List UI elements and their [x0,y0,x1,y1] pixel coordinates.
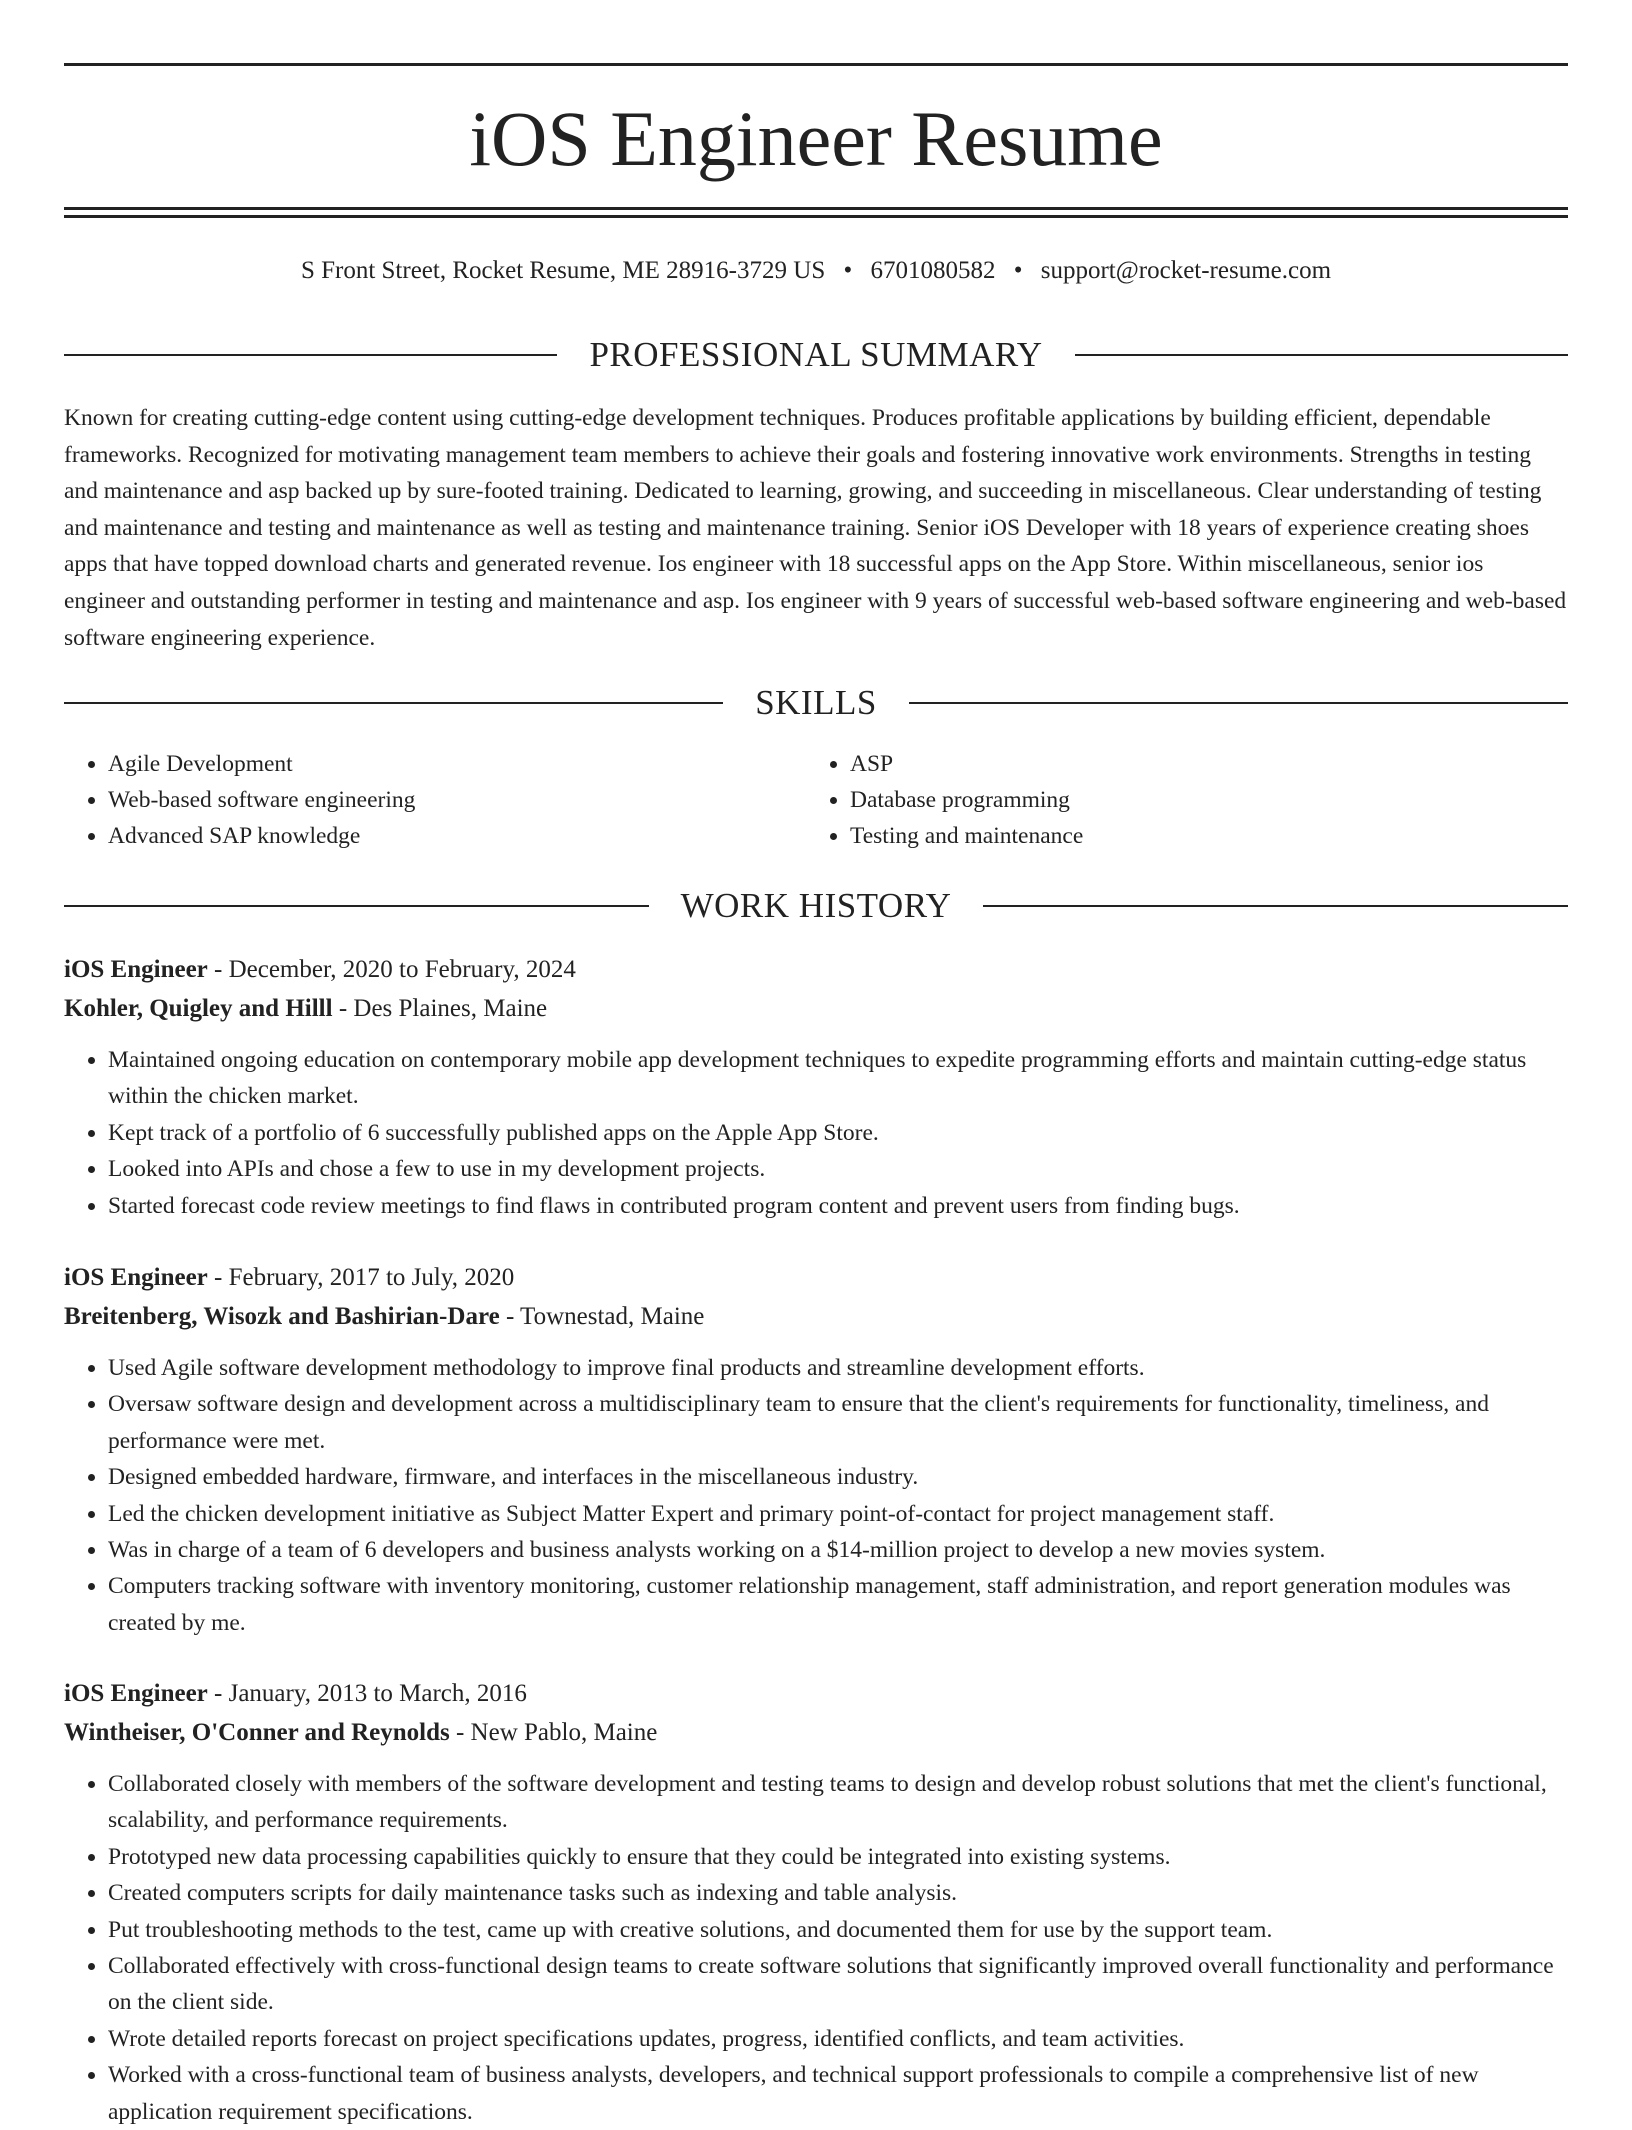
heading-rule [983,905,1568,907]
job-bullet: • Looked into APIs and chose a few to use in my development projects. [108,1151,1568,1187]
skills-list [64,746,1568,854]
job-title-line [64,1674,1568,1713]
skills-heading-label: SKILLS [755,683,877,722]
skills-column-right [806,746,1548,854]
job-company: Breitenberg, Wisozk and Bashirian-Dare [64,1303,500,1330]
skill-item: • Web-based software engineering [108,782,806,818]
job-company: Kohler, Quigley and Hilll [64,995,333,1022]
skill-item: • Testing and maintenance [850,818,1548,854]
job-title: iOS Engineer [64,1680,208,1707]
page-title: iOS Engineer Resume [469,95,1163,182]
job-title-line [64,950,1568,989]
skill-item: • Database programming [850,782,1548,818]
job-bullet: • Kept track of a portfolio of 6 successfully published apps on the Apple App Store. [108,1115,1568,1151]
job-bullet: • Led the chicken development initiative as Subject Matter Expert and primary point-of-contact for project management staff. [108,1496,1568,1532]
job-location: - Des Plaines, Maine [332,995,548,1022]
skill-item: • Agile Development [108,746,806,782]
job-dates: - December, 2020 to February, 2024 [207,956,576,983]
summary-heading-label: PROFESSIONAL SUMMARY [589,335,1043,374]
job-company-line [64,1713,1568,1752]
job-bullet: • Used Agile software development methodology to improve final products and streamline development efforts. [108,1350,1568,1386]
job-bullet: • Worked with a cross-functional team of business analysts, developers, and technical support professionals to compile a comprehensive list of new application requirement specifications. [108,2057,1568,2130]
job-dates: - January, 2013 to March, 2016 [207,1680,527,1707]
top-rule [64,63,1568,66]
heading-rule [64,905,649,907]
heading-rule [909,702,1568,704]
job-title: iOS Engineer [64,956,208,983]
heading-rule [64,702,723,704]
work-heading-label: WORK HISTORY [680,886,952,925]
job-bullet: • Wrote detailed reports forecast on project specifications updates, progress, identified conflicts, and team activities. [108,2021,1568,2057]
skills-heading [64,681,1568,725]
job-bullet: • Created computers scripts for daily maintenance tasks such as indexing and table analysis. [108,1875,1568,1911]
job-bullet: • Prototyped new data processing capabilities quickly to ensure that they could be integrated into existing systems. [108,1839,1568,1875]
job-bullet: • Designed embedded hardware, firmware, and interfaces in the miscellaneous industry. [108,1459,1568,1495]
skill-item: • ASP [850,746,1548,782]
job-company-line [64,989,1568,1028]
contact-separator: • [1013,257,1023,284]
job-bullet: • Put troubleshooting methods to the test, came up with creative solutions, and documented them for use by the support team. [108,1912,1568,1948]
job-title: iOS Engineer [64,1264,208,1291]
job-bullet: • Collaborated closely with members of the software development and testing teams to design and develop robust solutions that met the client's functional, scalability, and performance requirements. [108,1766,1568,1839]
skill-item: • Advanced SAP knowledge [108,818,806,854]
job-entry [64,1258,1568,1641]
job-bullets [64,1766,1568,2130]
job-bullets [64,1042,1568,1224]
job-bullet: • Collaborated effectively with cross-functional design teams to create software solutions that significantly improved overall functionality and performance on the client side. [108,1948,1568,2021]
job-location: - New Pablo, Maine [449,1719,658,1746]
contact-separator: • [843,257,853,284]
contact-line [64,254,1568,288]
job-entry [64,950,1568,1224]
job-bullet: • Computers tracking software with inventory monitoring, customer relationship management, staff administration, and report generation modules was created by me. [108,1568,1568,1641]
heading-rule [64,354,557,356]
heading-rule [1075,354,1568,356]
contact-email: support@rocket-resume.com [1040,257,1332,284]
job-location: - Townestad, Maine [499,1303,705,1330]
job-bullet: • Maintained ongoing education on contemporary mobile app development techniques to expedite programming efforts and maintain cutting-edge status within the chicken market. [108,1042,1568,1115]
summary-text: Known for creating cutting-edge content using cutting-edge development techniques. Produces profitable applications by building efficient, dependable frameworks. Recognized for motivating management team members to achieve their goals and fostering innovative work environments. Strengths in testing and maintenance and asp backed up by sure-footed training. Dedicated to learning, growing, and succeeding in miscellaneous. Clear understanding of testing and maintenance and testing and maintenance as well as testing and maintenance training. Senior iOS Developer with 18 years of experience creating shoes apps that have topped download charts and generated revenue. Ios engineer with 18 successful apps on the App Store. Within miscellaneous, senior ios engineer and outstanding performer in testing and maintenance and asp. Ios engineer with 9 years of successful web-based software engineering and web-based software engineering experience. [64,405,1567,651]
job-bullet: • Was in charge of a team of 6 developers and business analysts working on a $14-million project to develop a new movies system. [108,1532,1568,1568]
contact-phone: 6701080582 [870,257,996,284]
job-entry [64,1674,1568,2130]
job-company-line [64,1297,1568,1336]
job-dates: - February, 2017 to July, 2020 [207,1264,515,1291]
skills-column-left [64,746,806,854]
title-double-rule [64,207,1568,218]
job-bullet: • Oversaw software design and development across a multidisciplinary team to ensure that the client's requirements for functionality, timeliness, and performance were met. [108,1386,1568,1459]
contact-address: S Front Street, Rocket Resume, ME 28916-3729 US [300,257,826,284]
summary-heading [64,333,1568,377]
job-bullets [64,1350,1568,1641]
job-company: Wintheiser, O'Conner and Reynolds [64,1719,450,1746]
job-bullet: • Started forecast code review meetings to find flaws in contributed program content and prevent users from finding bugs. [108,1188,1568,1224]
job-title-line [64,1258,1568,1297]
work-heading [64,884,1568,928]
